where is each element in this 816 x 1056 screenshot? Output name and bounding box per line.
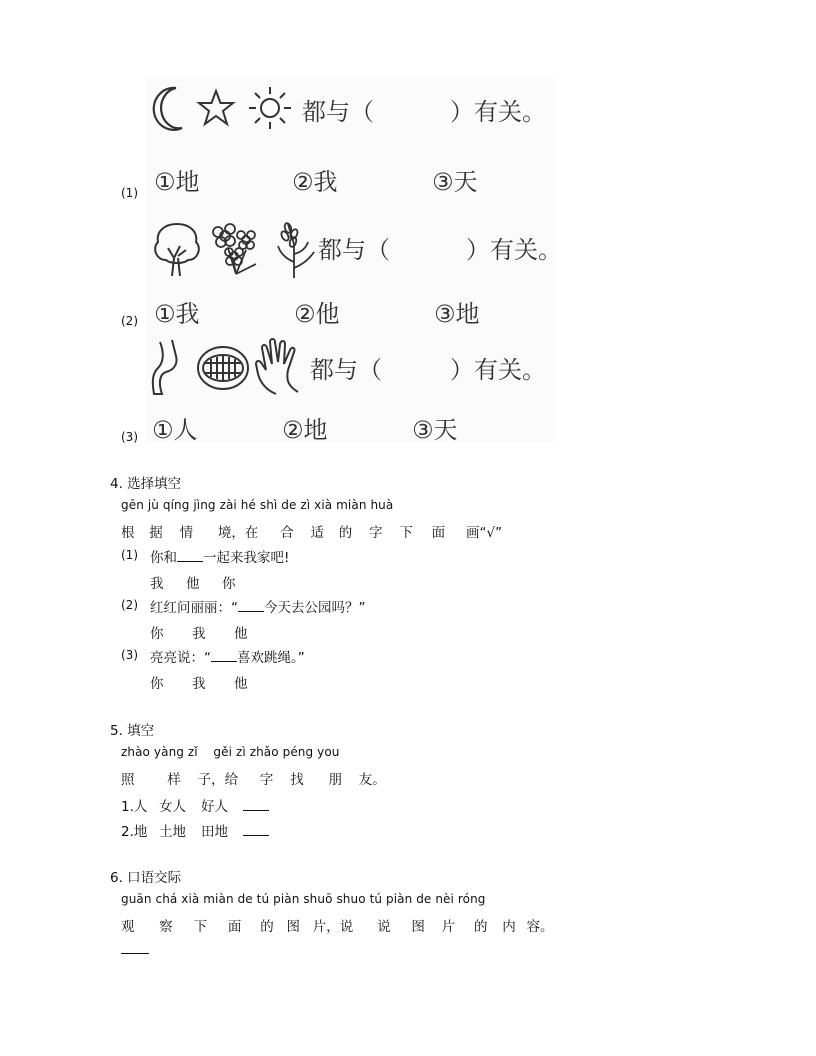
- hand-icon: [254, 336, 306, 396]
- item-text: [150, 646, 305, 666]
- sun-icon: [246, 84, 294, 132]
- sentence-start: 都与（: [310, 356, 382, 384]
- example-word: 好人: [201, 799, 228, 815]
- instruction-char: 适: [310, 525, 324, 541]
- instruction-line: [121, 915, 554, 935]
- sentence-end: ）有关。: [450, 98, 546, 126]
- mouth-icon: [196, 344, 250, 392]
- star-icon: [196, 88, 236, 128]
- choice[interactable]: 我: [192, 676, 206, 692]
- answer-blank[interactable]: [243, 809, 269, 811]
- instruction-line: [121, 521, 502, 541]
- instruction-line: [121, 768, 386, 788]
- instruction-char: 的: [338, 525, 353, 541]
- text-before-blank: 亮亮说：“: [150, 650, 211, 666]
- instruction-char: 下: [399, 525, 413, 541]
- option: ②地: [282, 416, 328, 444]
- option: ③天: [412, 416, 458, 444]
- sentence-start: 都与（: [318, 236, 390, 264]
- option: ②我: [292, 168, 338, 196]
- item-text: [150, 596, 366, 616]
- option: ①地: [154, 168, 200, 196]
- instruction-char: 样: [167, 772, 181, 788]
- instruction-char: 内: [502, 919, 516, 935]
- instruction-char: 找: [290, 772, 304, 788]
- instruction-char: 说: [377, 919, 391, 935]
- sentence-end: ）有关。: [450, 356, 546, 384]
- instruction-char: 面: [431, 525, 446, 541]
- instruction-char: 情: [179, 525, 194, 541]
- choice[interactable]: 我: [150, 576, 164, 592]
- text-before-blank: 你和: [150, 550, 177, 566]
- option: ①我: [154, 300, 200, 328]
- item-number: (3): [121, 648, 138, 662]
- instruction-char: 照: [121, 772, 135, 788]
- instruction-char: 境，在: [217, 525, 259, 541]
- item-number: (2): [121, 314, 138, 328]
- example-word: 田地: [201, 824, 228, 840]
- example-word: 土地: [159, 824, 186, 840]
- question-title: 4. 选择填空: [110, 476, 182, 492]
- item-number: (1): [121, 548, 138, 562]
- answer-blank[interactable]: [238, 610, 264, 612]
- sentence-end: ）有关。: [466, 236, 562, 264]
- instruction-char: 友。: [358, 772, 386, 788]
- moon-icon: [152, 84, 192, 134]
- instruction-char: 的: [260, 919, 274, 935]
- instruction-char: 察: [159, 919, 173, 935]
- choices: [150, 672, 248, 692]
- item-text: [150, 546, 289, 566]
- choice[interactable]: 他: [234, 676, 248, 692]
- flowers-icon: [208, 220, 264, 276]
- instruction-char: 字: [259, 772, 274, 788]
- pinyin-line: gēn jù qíng jìng zài hé shì de zì xià miàn huà: [121, 498, 394, 512]
- text-before-blank: 红红问丽丽：“: [150, 600, 238, 616]
- option: ①人: [152, 416, 198, 444]
- text-after-blank: 喜欢跳绳。”: [237, 650, 305, 666]
- choice[interactable]: 你: [150, 676, 164, 692]
- instruction-char: 片: [441, 919, 456, 935]
- option: ②他: [294, 300, 340, 328]
- instruction-char: 子，给: [197, 772, 239, 788]
- question-title: 6. 口语交际: [110, 870, 182, 886]
- instruction-char: 图: [411, 919, 425, 935]
- question-title: 5. 填空: [110, 723, 155, 739]
- choice[interactable]: 我: [192, 626, 206, 642]
- answer-blank[interactable]: [243, 834, 269, 836]
- answer-line[interactable]: [121, 952, 149, 954]
- row-label: 2.地: [121, 824, 148, 840]
- option: ③天: [432, 168, 478, 196]
- instruction-char: 片，说: [312, 919, 354, 935]
- word-row: [121, 795, 269, 815]
- sentence-start: 都与（: [302, 98, 374, 126]
- choice[interactable]: 他: [234, 626, 248, 642]
- instruction-char: 画“√”: [465, 525, 503, 541]
- foot-icon: [150, 338, 190, 396]
- pinyin-line: zhào yàng zǐ gěi zì zhǎo péng you: [121, 745, 340, 759]
- pinyin-line: guān chá xià miàn de tú piàn shuō shuo tú piàn de nèi róng: [121, 892, 486, 906]
- instruction-char: 的: [473, 919, 488, 935]
- instruction-char: 根: [121, 525, 135, 541]
- instruction-char: 容。: [526, 919, 554, 935]
- answer-blank[interactable]: [177, 560, 203, 562]
- instruction-char: 据: [149, 525, 163, 541]
- text-after-blank: 一起来我家吧!: [203, 550, 290, 566]
- instruction-char: 面: [227, 919, 242, 935]
- instruction-char: 字: [369, 525, 383, 541]
- instruction-char: 朋: [328, 772, 342, 788]
- choice[interactable]: 你: [222, 576, 236, 592]
- choice[interactable]: 你: [150, 626, 164, 642]
- wheat-icon: [274, 218, 318, 280]
- example-word: 女人: [159, 799, 186, 815]
- item-number: (1): [121, 186, 138, 200]
- item-number: (3): [121, 430, 138, 444]
- choices: [150, 622, 248, 642]
- instruction-char: 下: [193, 919, 208, 935]
- word-row: [121, 820, 269, 840]
- choice[interactable]: 他: [186, 576, 200, 592]
- answer-blank[interactable]: [211, 660, 237, 662]
- item-number: (2): [121, 598, 138, 612]
- tree-icon: [150, 220, 204, 278]
- option: ③地: [434, 300, 480, 328]
- text-after-blank: 今天去公园吗？”: [264, 600, 366, 616]
- row-label: 1.人: [121, 799, 148, 815]
- instruction-char: 观: [121, 919, 135, 935]
- instruction-char: 图: [286, 919, 300, 935]
- instruction-char: 合: [280, 525, 294, 541]
- choices: [150, 572, 236, 592]
